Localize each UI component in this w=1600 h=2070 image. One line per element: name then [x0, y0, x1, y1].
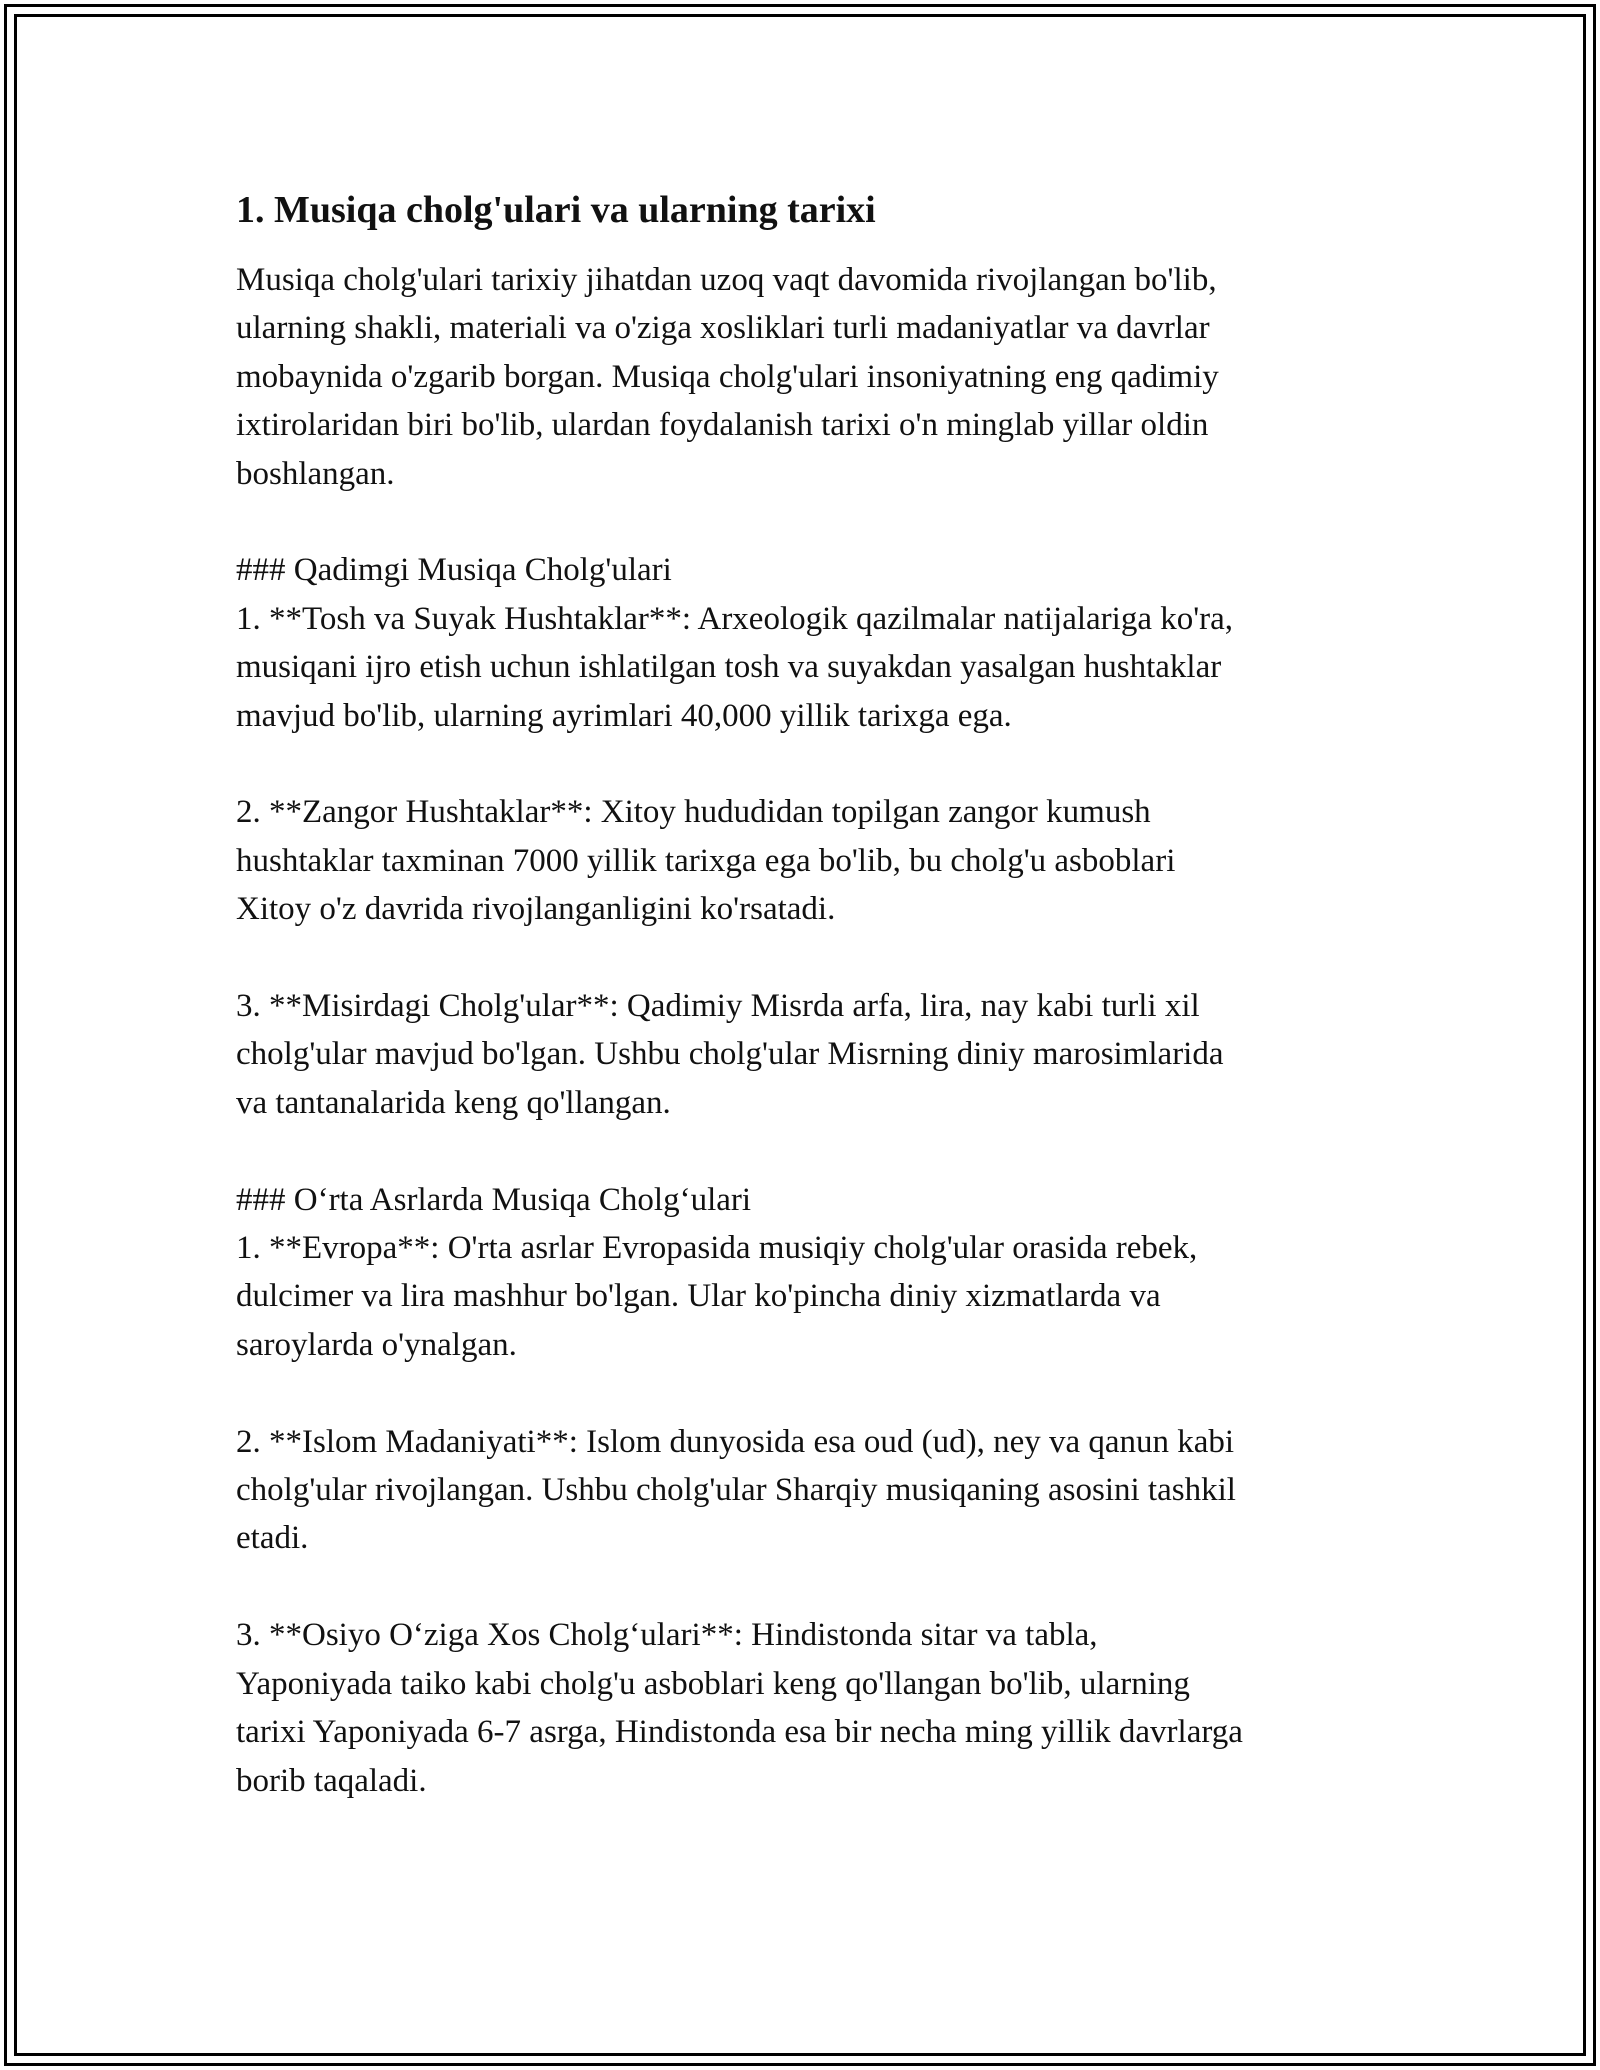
list-item-line: dulcimer va lira mashhur bo'lgan. Ular ko'pincha diniy xizmatlarda va: [236, 1278, 1161, 1315]
intro-paragraph: [236, 256, 1386, 498]
text-line: boshlangan.: [236, 455, 395, 492]
paragraph-gap: [236, 1563, 1386, 1611]
list-item-line: etadi.: [236, 1520, 309, 1557]
list-item-line: tarixi Yaponiyada 6-7 asrga, Hindistonda esa bir necha ming yillik davrlarga: [236, 1714, 1243, 1751]
text-line: ixtirolaridan biri bo'lib, ulardan foydalanish tarixi o'n minglab yillar oldin: [236, 407, 1209, 444]
paragraph-gap: [236, 498, 1386, 546]
list-item: [236, 982, 1386, 1127]
list-item-line: Xitoy o'z davrida rivojlanganligini ko'rsatadi.: [236, 891, 836, 928]
list-item-line: 3. **Misirdagi Cholg'ular**: Qadimiy Misrda arfa, lira, nay kabi turli xil: [236, 988, 1200, 1025]
text-line: mobaynida o'zgarib borgan. Musiqa cholg'ulari insoniyatning eng qadimiy: [236, 358, 1219, 395]
paragraph-gap: [236, 740, 1386, 788]
list-item-line: 3. **Osiyo O‘ziga Xos Cholg‘ulari**: Hindistonda sitar va tabla,: [236, 1617, 1098, 1654]
list-item: [236, 1418, 1386, 1563]
paragraph-gap: [236, 1127, 1386, 1175]
section-heading: ### O‘rta Asrlarda Musiqa Cholg‘ulari: [236, 1181, 752, 1218]
list-item-line: 2. **Islom Madaniyati**: Islom dunyosida esa oud (ud), ney va qanun kabi: [236, 1423, 1235, 1460]
list-item-line: 2. **Zangor Hushtaklar**: Xitoy hududidan topilgan zangor kumush: [236, 794, 1151, 831]
list-item-line: va tantanalarida keng qo'llangan.: [236, 1084, 671, 1121]
list-item: [236, 1611, 1386, 1805]
list-item-line: saroylarda o'ynalgan.: [236, 1326, 517, 1363]
list-item-line: 1. **Evropa**: O'rta asrlar Evropasida musiqiy cholg'ular orasida rebek,: [236, 1230, 1198, 1267]
section-medieval: [236, 1176, 1386, 1370]
list-item-line: Yaponiyada taiko kabi cholg'u asboblari keng qo'llangan bo'lib, ularning: [236, 1665, 1190, 1702]
list-item-line: mavjud bo'lib, ularning ayrimlari 40,000 yillik tarixga ega.: [236, 697, 1012, 734]
paragraph-gap: [236, 934, 1386, 982]
document-title: 1. Musiqa cholg'ulari va ularning tarixi: [236, 189, 876, 231]
paragraph-gap: [236, 1369, 1386, 1417]
document-body: [236, 186, 1386, 1805]
list-item-line: cholg'ular rivojlangan. Ushbu cholg'ular Sharqiy musiqaning asosini tashkil: [236, 1472, 1236, 1509]
list-item-line: hushtaklar taxminan 7000 yillik tarixga ega bo'lib, bu cholg'u asboblari: [236, 842, 1176, 879]
text-line: ularning shakli, materiali va o'ziga xosliklari turli madaniyatlar va davrlar: [236, 310, 1210, 347]
section-heading: ### Qadimgi Musiqa Cholg'ulari: [236, 552, 672, 589]
list-item-line: cholg'ular mavjud bo'lgan. Ushbu cholg'ular Misrning diniy marosimlarida: [236, 1036, 1224, 1073]
list-item-line: 1. **Tosh va Suyak Hushtaklar**: Arxeologik qazilmalar natijalariga ko'ra,: [236, 600, 1234, 637]
section-ancient: [236, 546, 1386, 740]
list-item-line: musiqani ijro etish uchun ishlatilgan tosh va suyakdan yasalgan hushtaklar: [236, 649, 1222, 686]
list-item: [236, 788, 1386, 933]
list-item-line: borib taqaladi.: [236, 1762, 427, 1799]
text-line: Musiqa cholg'ulari tarixiy jihatdan uzoq vaqt davomida rivojlangan bo'lib,: [236, 262, 1217, 298]
